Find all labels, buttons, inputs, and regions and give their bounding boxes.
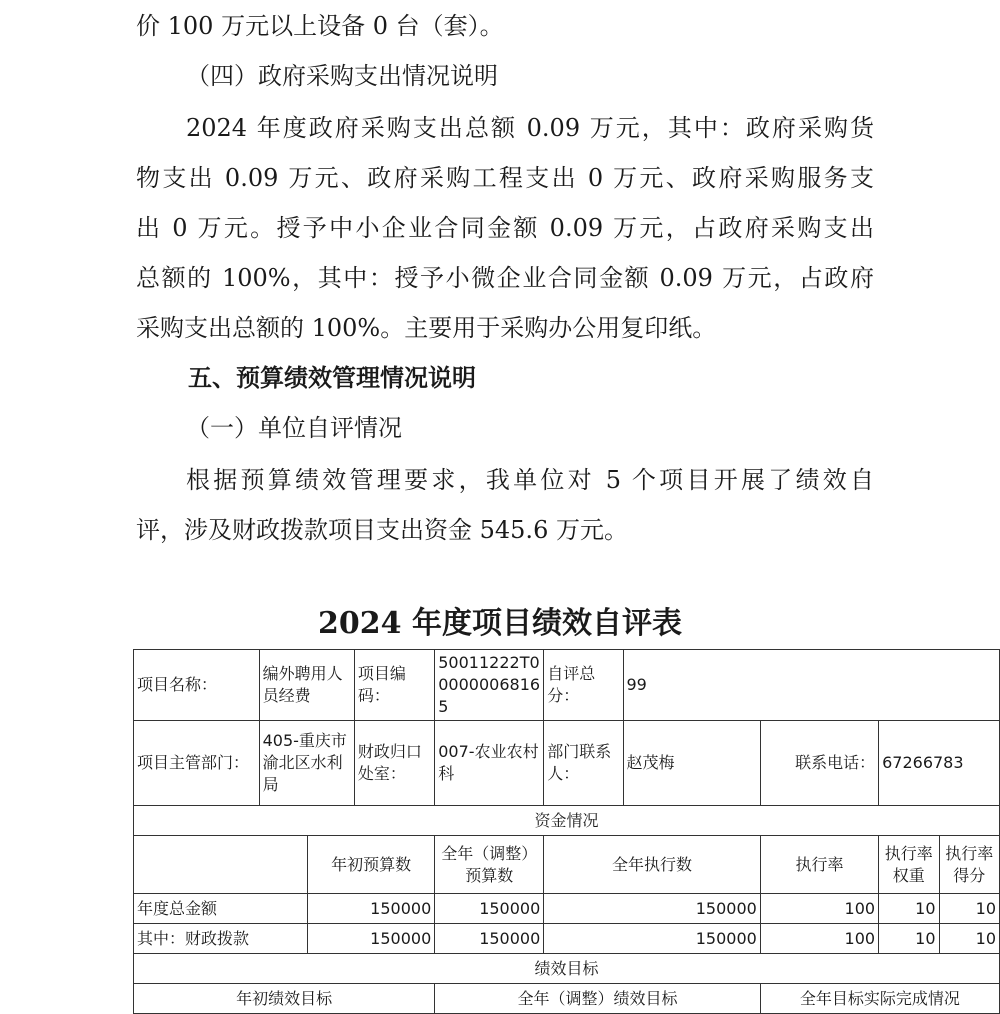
sub-heading-self-eval: （一）单位自评情况 xyxy=(186,414,402,442)
row-adjusted: 150000 xyxy=(435,894,544,924)
row-initial: 150000 xyxy=(308,924,435,954)
funds-empty-header xyxy=(134,836,308,894)
table-row xyxy=(134,924,1000,954)
row-weight: 10 xyxy=(879,924,939,954)
row-rate: 100 xyxy=(760,924,878,954)
para-procurement-line-3: 出 0 万元。授予中小企业合同金额 0.09 万元，占政府采购支出 xyxy=(136,214,874,242)
dept: 405-重庆市渝北区水利局 xyxy=(259,721,354,806)
contact: 赵茂梅 xyxy=(623,721,760,806)
perf-col-actual: 全年目标实际完成情况 xyxy=(760,984,999,1014)
project-name: 编外聘用人员经费 xyxy=(259,650,354,721)
project-name-label: 项目名称： xyxy=(134,650,260,721)
row-executed: 150000 xyxy=(544,924,761,954)
row-weight: 10 xyxy=(879,894,939,924)
dept-label: 项目主管部门： xyxy=(134,721,260,806)
col-initial-budget: 年初预算数 xyxy=(308,836,435,894)
row-score: 10 xyxy=(939,894,999,924)
col-adjusted-budget: 全年（调整）预算数 xyxy=(435,836,544,894)
para-procurement-line-1: 2024 年度政府采购支出总额 0.09 万元，其中：政府采购货 xyxy=(186,114,874,142)
row-score: 10 xyxy=(939,924,999,954)
project-code-label: 项目编码： xyxy=(354,650,434,721)
sub-heading-procurement: （四）政府采购支出情况说明 xyxy=(186,62,498,90)
para-procurement-line-5: 采购支出总额的 100%。主要用于采购办公用复印纸。 xyxy=(136,314,717,342)
finance-office: 007-农业农村科 xyxy=(435,721,544,806)
para-procurement-line-4: 总额的 100%，其中：授予小微企业合同金额 0.09 万元，占政府 xyxy=(136,264,874,292)
row-executed: 150000 xyxy=(544,894,761,924)
table-row xyxy=(134,894,1000,924)
performance-self-eval-table xyxy=(133,649,1000,1014)
funds-header: 资金情况 xyxy=(134,806,1000,836)
self-score-label: 自评总分： xyxy=(544,650,623,721)
col-execution: 全年执行数 xyxy=(544,836,761,894)
row-initial: 150000 xyxy=(308,894,435,924)
perf-col-initial: 年初绩效目标 xyxy=(134,984,435,1014)
contact-label: 部门联系人： xyxy=(544,721,623,806)
para-self-eval-line-1: 根据预算绩效管理要求，我单位对 5 个项目开展了绩效自 xyxy=(186,466,874,494)
para-self-eval-line-2: 评，涉及财政拨款项目支出资金 545.6 万元。 xyxy=(136,516,628,544)
finance-office-label: 财政归口处室： xyxy=(354,721,434,806)
row-label: 其中：财政拨款 xyxy=(134,924,308,954)
col-rate-weight: 执行率权重 xyxy=(879,836,939,894)
perf-header: 绩效目标 xyxy=(134,954,1000,984)
para-procurement-line-2: 物支出 0.09 万元、政府采购工程支出 0 万元、政府采购服务支 xyxy=(136,164,874,192)
section-heading-5: 五、预算绩效管理情况说明 xyxy=(188,364,476,392)
col-rate: 执行率 xyxy=(760,836,878,894)
perf-col-adjusted: 全年（调整）绩效目标 xyxy=(435,984,761,1014)
table-title: 2024 年度项目绩效自评表 xyxy=(318,606,682,641)
project-code: 50011222T000000068165 xyxy=(435,650,544,721)
phone: 67266783 xyxy=(879,721,1000,806)
row-label: 年度总金额 xyxy=(134,894,308,924)
col-rate-score: 执行率得分 xyxy=(939,836,999,894)
phone-label: 联系电话： xyxy=(760,721,878,806)
self-score: 99 xyxy=(623,650,1000,721)
row-rate: 100 xyxy=(760,894,878,924)
body-line-1: 价 100 万元以上设备 0 台（套）。 xyxy=(136,12,504,40)
row-adjusted: 150000 xyxy=(435,924,544,954)
